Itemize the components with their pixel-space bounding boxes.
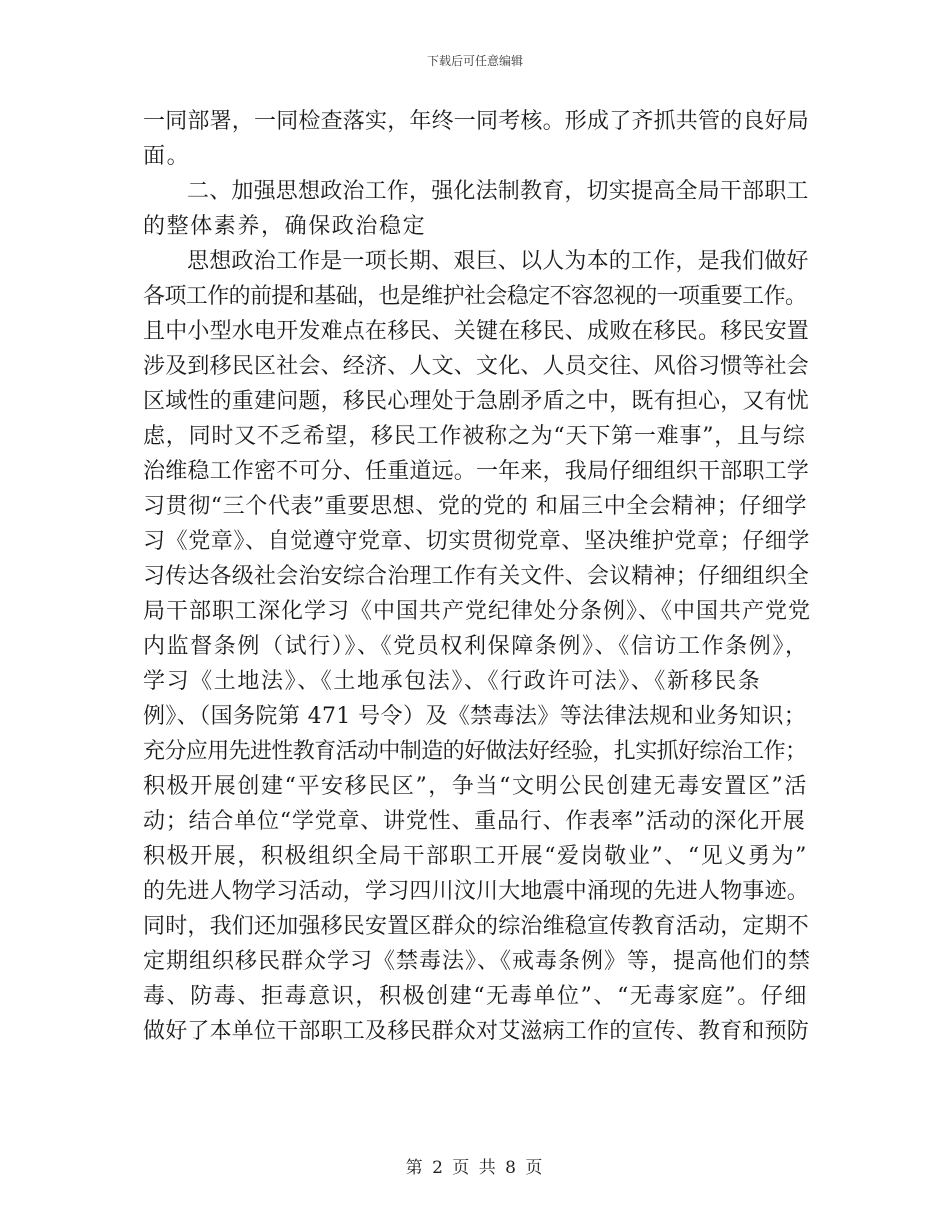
- text-line: 面。: [143, 144, 191, 169]
- text-line: 毒、防毒、拒毒意识，积极创建“无毒单位”、“无毒家庭”。仔细: [143, 984, 808, 1009]
- document-body: [143, 104, 811, 1049]
- text-line: 习贯彻“三个代表”重要思想、党的党的 和届三中全会精神；仔细学: [143, 494, 808, 519]
- text-line: 思想政治工作是一项长期、艰巨、以人为本的工作，是我们做好: [187, 249, 809, 274]
- text-line: 积极开展创建“平安移民区”，争当“文明公民创建无毒安置区”活: [143, 774, 808, 799]
- text-line: 治维稳工作密不可分、任重道远。一年来，我局仔细组织干部职工学: [143, 459, 810, 484]
- text-line: 二、加强思想政治工作，强化法制教育，切实提高全局干部职工: [187, 179, 809, 204]
- text-line: 内监督条例（试行）》、《党员权利保障条例》、《信访工作条例》，: [143, 634, 809, 659]
- text-line: 各项工作的前提和基础，也是维护社会稳定不容忽视的一项重要工作。: [143, 284, 807, 309]
- text-line: 动；结合单位“学党章、讲党性、重品行、作表率”活动的深化开展: [143, 809, 806, 834]
- text-line: 的整体素养，确保政治稳定: [143, 214, 427, 239]
- text-line: 学习《土地法》、《土地承包法》、《行政许可法》、《新移民条: [143, 669, 762, 694]
- text-line: 的先进人物学习活动，学习四川汶川大地震中涌现的先进人物事迹。: [143, 879, 810, 904]
- page-footer: 第 2 页 共 8 页: [405, 1158, 545, 1178]
- text-line: 充分应用先进性教育活动中制造的好做法好经验，扎实抓好综治工作；: [143, 739, 807, 764]
- text-line: 涉及到移民区社会、经济、人文、文化、人员交往、风俗习惯等社会: [143, 354, 810, 379]
- text-line: 习《党章》、自觉遵守党章、切实贯彻党章、坚决维护党章；仔细学: [143, 529, 811, 554]
- text-line: 积极开展，积极组织全局干部职工开展“爱岗敬业”、“见义勇为”: [143, 844, 808, 869]
- text-line: 例》、（国务院第 471 号令）及《禁毒法》等法律法规和业务知识；: [143, 704, 807, 729]
- text-line: 区域性的重建问题，移民心理处于急剧矛盾之中，既有担心，又有忧: [143, 389, 810, 414]
- text-line: 一同部署，一同检查落实，年终一同考核。形成了齐抓共管的良好局: [143, 109, 810, 134]
- text-line: 习传达各级社会治安综合治理工作有关文件、会议精神；仔细组织全: [143, 564, 810, 589]
- text-line: 虑，同时又不乏希望，移民工作被称之为“天下第一难事”，且与综: [143, 424, 806, 449]
- text-line: 同时，我们还加强移民安置区群众的综治维稳宣传教育活动，定期不: [143, 914, 810, 939]
- text-line: 定期组织移民群众学习《禁毒法》、《戒毒条例》等，提高他们的禁: [143, 949, 812, 974]
- text-line: 且中小型水电开发难点在移民、关键在移民、成败在移民。移民安置: [143, 319, 810, 344]
- text-line: 局干部职工深化学习《中国共产党纪律处分条例》、《中国共产党党: [143, 599, 812, 624]
- text-line: 做好了本单位干部职工及移民群众对艾滋病工作的宣传、教育和预防: [143, 1019, 810, 1044]
- page-header: 下载后可任意编辑: [426, 54, 523, 68]
